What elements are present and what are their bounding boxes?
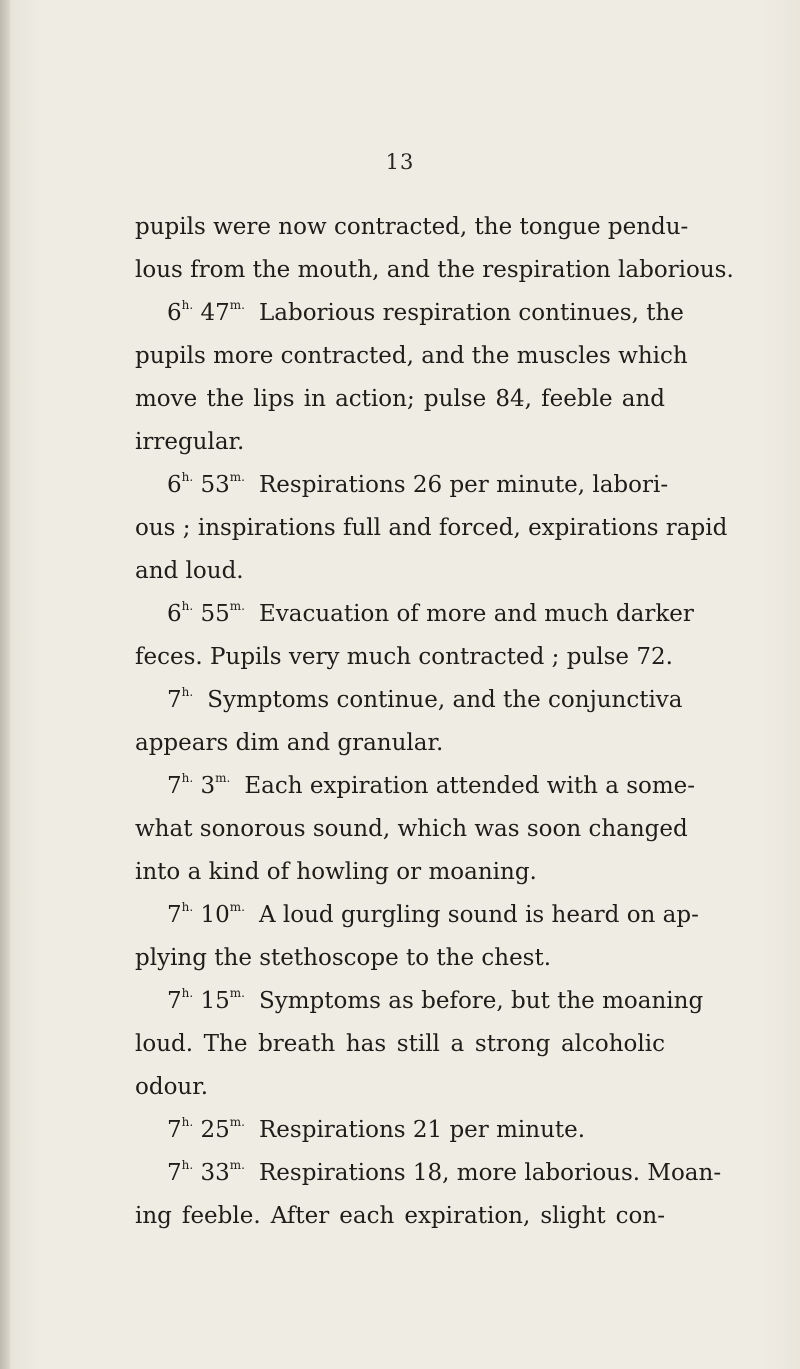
text-line: lous from the mouth, and the respiration laborious. xyxy=(135,257,734,283)
entry-line xyxy=(167,766,696,806)
timestamp: $7^{h.}$ xyxy=(167,685,194,713)
timestamp: $7^{h.}$ $33^{m.}$ xyxy=(167,1158,245,1186)
timestamp: $6^{h.}$ $55^{m.}$ xyxy=(167,599,245,627)
entry-line xyxy=(167,680,683,720)
entry-text: Respirations 26 per minute, labori- xyxy=(258,472,669,498)
timestamp: $7^{h.}$ $25^{m.}$ xyxy=(167,1115,245,1143)
text-line: ous ; inspirations full and forced, expirations rapid xyxy=(135,515,728,541)
entry-line xyxy=(167,895,699,935)
timestamp: $6^{h.}$ $47^{m.}$ xyxy=(167,298,245,326)
entry-line xyxy=(167,1110,665,1150)
entry-text: Respirations 18, more laborious. Moan- xyxy=(258,1160,722,1186)
page-number: 13 xyxy=(385,150,415,174)
text-line: what sonorous sound, which was soon changed xyxy=(135,816,688,842)
text-line: odour. xyxy=(135,1074,209,1100)
text-line: pupils were now contracted, the tongue pendu- xyxy=(135,214,689,240)
entry-text: Laborious respiration continues, the xyxy=(258,300,684,326)
text-line: move the lips in action; pulse 84, feeble and xyxy=(135,386,665,412)
entry-text: Evacuation of more and much darker xyxy=(258,601,694,627)
timestamp: $6^{h.}$ $53^{m.}$ xyxy=(167,470,245,498)
entry-text: A loud gurgling sound is heard on ap- xyxy=(258,902,699,928)
timestamp: $7^{h.}$ $3^{m.}$ xyxy=(167,771,231,799)
entry-line xyxy=(167,1153,722,1193)
timestamp: $7^{h.}$ $15^{m.}$ xyxy=(167,986,245,1014)
text-line: and loud. xyxy=(135,558,244,584)
entry-line xyxy=(167,594,694,634)
page-spine-shadow xyxy=(0,0,10,1369)
text-line: plying the stethoscope to the chest. xyxy=(135,945,552,971)
text-line: into a kind of howling or moaning. xyxy=(135,859,537,885)
entry-line xyxy=(167,465,669,505)
text-line: appears dim and granular. xyxy=(135,730,444,756)
text-line: loud. The breath has still a strong alcoholic xyxy=(135,1031,665,1057)
text-line: feces. Pupils very much contracted ; pulse 72. xyxy=(135,644,673,670)
entry-text: Symptoms continue, and the conjunctiva xyxy=(207,687,683,713)
text-line: irregular. xyxy=(135,429,245,455)
entry-text: Symptoms as before, but the moaning xyxy=(258,988,704,1014)
entry-line xyxy=(167,981,704,1021)
text-line: pupils more contracted, and the muscles which xyxy=(135,343,688,369)
text-line: ing feeble. After each expiration, slight con- xyxy=(135,1203,665,1229)
timestamp: $7^{h.}$ $10^{m.}$ xyxy=(167,900,245,928)
entry-line xyxy=(167,293,684,333)
entry-text: Each expiration attended with a some- xyxy=(244,773,696,799)
entry-text: Respirations 21 per minute. xyxy=(258,1117,586,1143)
